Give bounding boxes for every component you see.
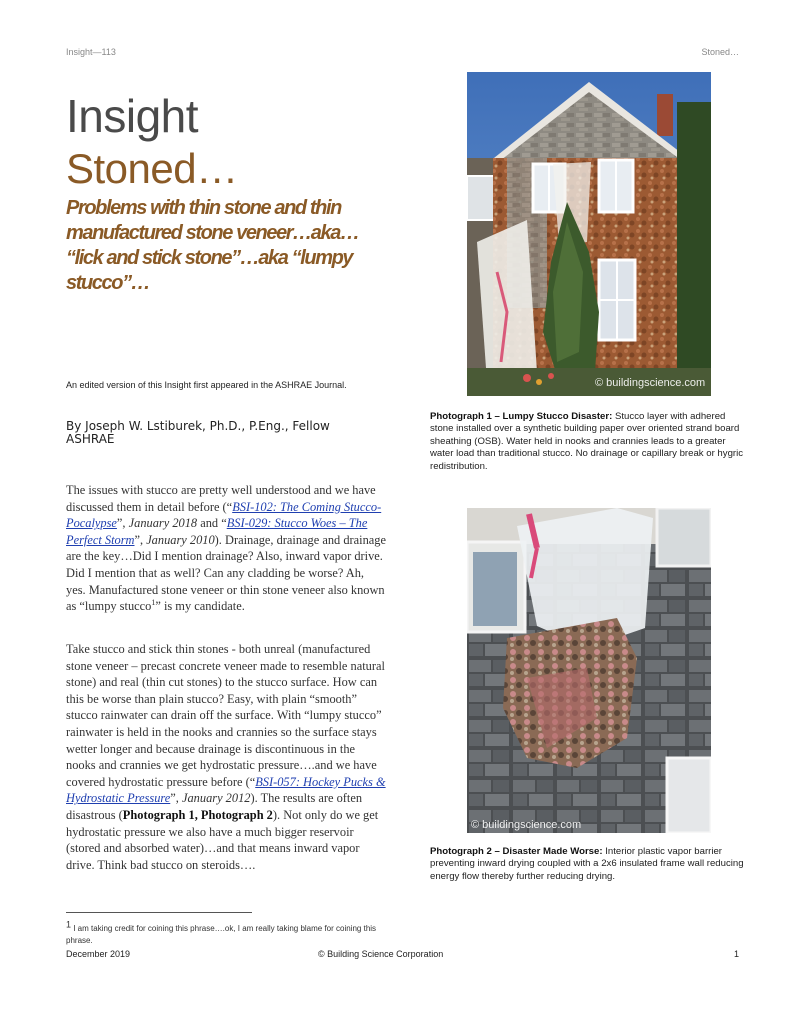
house-facade-photo xyxy=(467,72,711,396)
text-run: ” is my candidate. xyxy=(155,599,245,614)
page-number: 1 xyxy=(733,949,739,959)
text-run: and “ xyxy=(197,516,227,531)
footnote xyxy=(66,919,386,947)
text-run: Take stucco and stick thin stones - both unreal (manufactured stone veneer – precast concrete veneer made to resemble natural stone) and real (thin cut stones) to the stucco surface. How can this be worse than plain stucco? Easy, with plain “smooth” stucco rainwater can drain off the surface. With “lumpy stucco” rainwater is held in the nooks and crannies so the surface stays wetter longer and because drainage is discontinuous in the nooks and crannies we get hydrostatic pressure….and we have covered hydrostatic pressure before (“ xyxy=(66,642,385,789)
photo-caption-1 xyxy=(430,411,748,473)
edited-note: An edited version of this Insight first appeared in the ASHRAE Journal. xyxy=(66,380,347,390)
link-bsi-057[interactable]: BSI-057: Hockey Pucks & Hydrostatic Pressure xyxy=(66,774,386,806)
tree-right xyxy=(677,102,711,396)
photo-caption-2 xyxy=(430,846,748,883)
text-run: ). Drainage, drainage and drainage are the key…Did I mention drainage? Also, inward vapor drive. Did I mention that as well? Can any cladding be worse? Ah, yes. Manufactured stone veneer or thin stone veneer also known as “lumpy stucco xyxy=(66,532,386,614)
footer-date: December 2019 xyxy=(66,949,131,959)
caption-title: Photograph 2 – Disaster Made Worse: xyxy=(430,846,603,857)
photograph-2 xyxy=(467,508,711,833)
caption-text: Stucco layer with adhered stone installed over a synthetic building paper over oriented strand board sheathing (OSB). Water held in nooks and crannies leads to a greater water load than traditional stucco. No drainage or capillary break or hygric redistribution. xyxy=(430,411,744,472)
damaged-wall-photo xyxy=(467,508,711,833)
watermark: © buildingscience.com xyxy=(471,819,582,831)
page-title: Insight xyxy=(66,90,199,142)
footnote-text: I am taking credit for coining this phrase….ok, I am really taking blame for coining this phrase. xyxy=(66,924,377,945)
running-header-right: Stoned… xyxy=(701,47,739,57)
article-subtitle: Problems with thin stone and thin manufactured stone veneer…aka… “lick and stick stone”…aka “lumpy stucco”… xyxy=(66,197,359,294)
text-run: ). The results are often disastrous ( xyxy=(66,791,363,822)
photo-reference: Photograph 1, Photograph 2 xyxy=(122,807,273,822)
chimney xyxy=(657,94,673,136)
date-ref: January 2010 xyxy=(146,532,215,547)
caption-text: Interior plastic vapor barrier preventing inward drying coupled with a 2x6 insulated frame wall reducing energy flow thereby further reducing drying. xyxy=(430,846,744,882)
footnote-divider xyxy=(66,912,252,913)
running-header-left: Insight—113 xyxy=(66,47,116,57)
text-run: ”, xyxy=(134,532,147,547)
watermark: © buildingscience.com xyxy=(595,377,706,389)
link-bsi-029[interactable]: BSI-029: Stucco Woes – The Perfect Storm xyxy=(66,516,368,547)
plastic-sheeting xyxy=(477,220,537,382)
author-byline: By Joseph W. Lstiburek, Ph.D., P.Eng., Fellow ASHRAE xyxy=(66,419,330,446)
window-right xyxy=(657,508,711,566)
article-title: Stoned… xyxy=(66,145,238,192)
photograph-1 xyxy=(467,72,711,396)
date-ref: January 2018 xyxy=(128,516,198,531)
text-run: The issues with stucco are pretty well understood and we have discussed them in detail before (“ xyxy=(66,483,376,514)
date-ref: January 2012 xyxy=(181,791,251,806)
footnote-number: 1 xyxy=(66,919,72,930)
text-run: ”, xyxy=(116,516,129,531)
caption-title: Photograph 1 – Lumpy Stucco Disaster: xyxy=(430,411,613,422)
footer-copyright: © Building Science Corporation xyxy=(318,949,444,959)
body-paragraph-2 xyxy=(66,641,386,873)
body-paragraph-1 xyxy=(66,482,386,615)
text-run: ). Not only do we get hydrostatic pressure we also have a much bigger reservoir (stored and absorbed water)…and that means inward vapor drive. Think bad stucco on steroids…. xyxy=(66,807,379,872)
footnote-ref[interactable]: 1 xyxy=(151,598,156,608)
text-run: ”, xyxy=(170,791,182,806)
link-bsi-102[interactable]: BSI-102: The Coming Stucco-Pocalypse xyxy=(66,499,382,531)
window-lower-right xyxy=(667,758,711,833)
